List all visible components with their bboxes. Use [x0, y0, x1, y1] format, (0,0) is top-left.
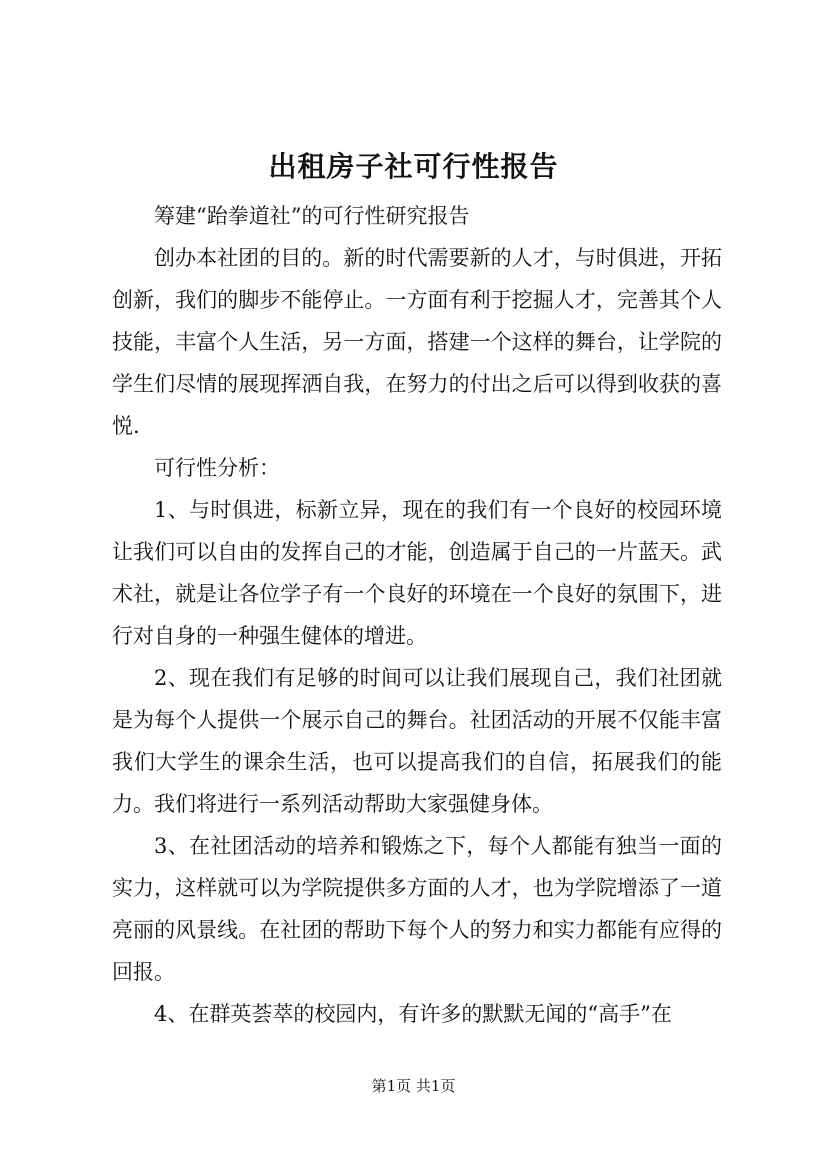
paragraph-point-3: 3、在社团活动的培养和锻炼之下，每个人都能有独当一面的实力，这样就可以为学院提供多方面的人才，也为学院增添了一道亮丽的风景线。在社团的帮助下每个人的努力和实力都能有应得的回报。 [112, 834, 722, 984]
paragraph-point-1: 1、与时俱进，标新立异，现在的我们有一个良好的校园环境让我们可以自由的发挥自己的才能，创造属于自己的一片蓝天。武术社，就是让各位学子有一个良好的环境在一个良好的氛围下，进行对自身的一种强生健体的增进。 [112, 498, 722, 648]
paragraph-purpose: 创办本社团的目的。新的时代需要新的人才，与时俱进，开拓创新，我们的脚步不能停止。一方面有利于挖掘人才，完善其个人技能，丰富个人生活，另一方面，搭建一个这样的舞台，让学院的学生们尽情的展现挥洒自我，在努力的付出之后可以得到收获的喜悦. [112, 246, 722, 438]
document-body [112, 195, 722, 1035]
paragraph-point-4: 4、在群英荟萃的校园内，有许多的默默无闻的“高手”在 [154, 1002, 672, 1026]
page-footer: 第1页 共1页 [371, 1077, 456, 1095]
document-title: 出租房子社可行性报告 [268, 150, 559, 183]
paragraph-feasibility-heading: 可行性分析： [154, 456, 280, 480]
paragraph-point-2: 2、现在我们有足够的时间可以让我们展现自己，我们社团就是为每个人提供一个展示自己的舞台。社团活动的开展不仅能丰富我们大学生的课余生活，也可以提高我们的自信，拓展我们的能力。我们将进行一系列活动帮助大家强健身体。 [112, 666, 722, 816]
paragraph-subtitle: 筹建“跆拳道社”的可行性研究报告 [154, 204, 470, 228]
